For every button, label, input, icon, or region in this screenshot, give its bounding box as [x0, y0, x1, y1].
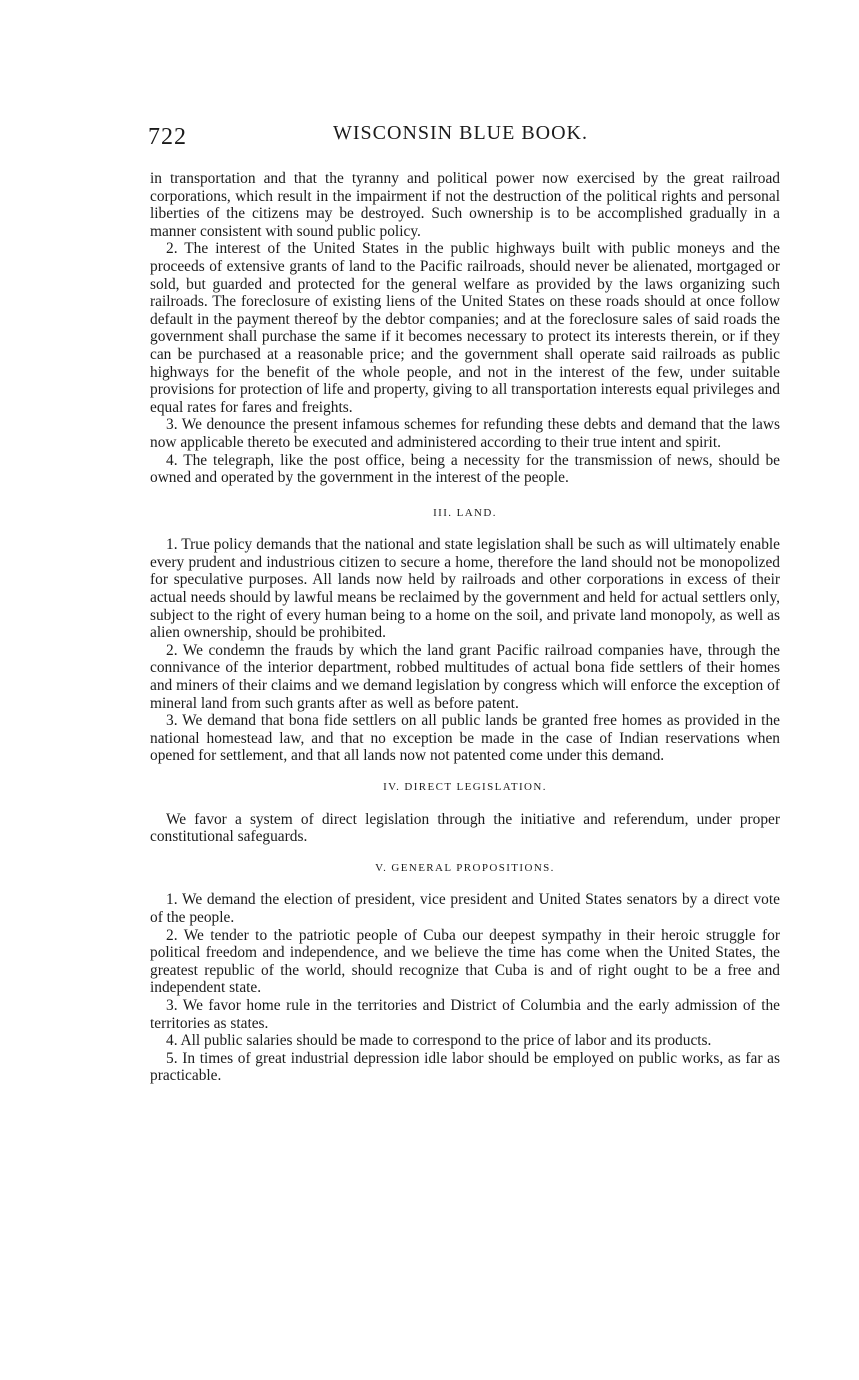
- general-propositions-item-5: 5. In times of great industrial depression idle labor should be employed on public works, as far as practicable.: [150, 1049, 780, 1085]
- page-header: [148, 120, 788, 154]
- transportation-item-2: 2. The interest of the United States in the public highways built with public moneys and the proceeds of extensive grants of land to the Pacific railroads, should never be alienated, mortgaged or sold, but guarded and protected for the general welfare as provided by the laws organizing such railroads. The foreclosure of existing liens of the United States on these roads should at once follow default in the payment thereof by the debtor companies; and at the foreclosure sales of said roads the government shall purchase the same if it becomes necessary to protect its interests therein, or if they can be purchased at a reasonable price; and the government shall operate said railroads as public highways for the benefit of the whole people, and not in the interest of the few, under suitable provisions for protection of life and property, giving to all transportation interests equal privileges and equal rates for fares and freights.: [150, 240, 780, 416]
- direct-legislation-item-1: We favor a system of direct legislation through the initiative and referendum, under proper constitutional safeguards.: [150, 810, 780, 846]
- intro-paragraph: in transportation and that the tyranny and political power now exercised by the great railroad corporations, which result in the impairment if not the destruction of the political rights and personal liberties of the citizens may be destroyed. Such ownership is to be accomplished gradually in a manner consistent with sound public policy.: [150, 170, 780, 240]
- general-propositions-item-3: 3. We favor home rule in the territories and District of Columbia and the early admission of the territories as states.: [150, 996, 780, 1032]
- section-heading-direct-legislation: IV. DIRECT LEGISLATION.: [383, 781, 547, 793]
- page-body: [150, 170, 780, 1085]
- page-number: 722: [148, 124, 187, 150]
- section-heading-general-propositions: V. GENERAL PROPOSITIONS.: [375, 861, 555, 874]
- general-propositions-item-1: 1. We demand the election of president, vice president and United States senators by a direct vote of the people.: [150, 891, 780, 926]
- land-item-3: 3. We demand that bona fide settlers on all public lands be granted free homes as provided in the national homestead law, and that no exception be made in the case of Indian reservations when opened for settlement, and that all lands now not patented come under this demand.: [150, 712, 780, 765]
- transportation-item-3: 3. We denounce the present infamous schemes for refunding these debts and demand that the laws now applicable thereto be executed and administered according to their true intent and spirit.: [150, 416, 780, 451]
- transportation-item-4: 4. The telegraph, like the post office, being a necessity for the transmission of news, should be owned and operated by the government in the interest of the people.: [150, 451, 780, 487]
- general-propositions-item-2: 2. We tender to the patriotic people of Cuba our deepest sympathy in their heroic struggle for political freedom and independence, and we believe the time has come when the United States, the greatest republic of the world, should recognize that Cuba is and of right ought to be a free and independent state.: [150, 926, 780, 997]
- section-heading-land: III. LAND.: [433, 506, 497, 519]
- land-item-2: 2. We condemn the frauds by which the land grant Pacific railroad companies have, through the connivance of the interior department, robbed multitudes of actual bona fide settlers of their homes and miners of their claims and we demand legislation by congress which will enforce the exception of mineral land from such grants after as well as before patent.: [150, 641, 780, 712]
- running-title: WISCONSIN BLUE BOOK.: [333, 122, 588, 144]
- land-item-1: 1. True policy demands that the national and state legislation shall be such as will ultimately enable every prudent and industrious citizen to secure a home, therefore the land should not be monopolized for speculative purposes. All lands now held by railroads and other corporations in excess of their actual needs should by lawful means be reclaimed by the government and held for actual settlers only, subject to the right of every human being to a home on the soil, and private land monopoly, as well as alien ownership, should be prohibited.: [150, 536, 780, 642]
- general-propositions-item-4: 4. All public salaries should be made to correspond to the price of labor and its products.: [166, 1032, 712, 1050]
